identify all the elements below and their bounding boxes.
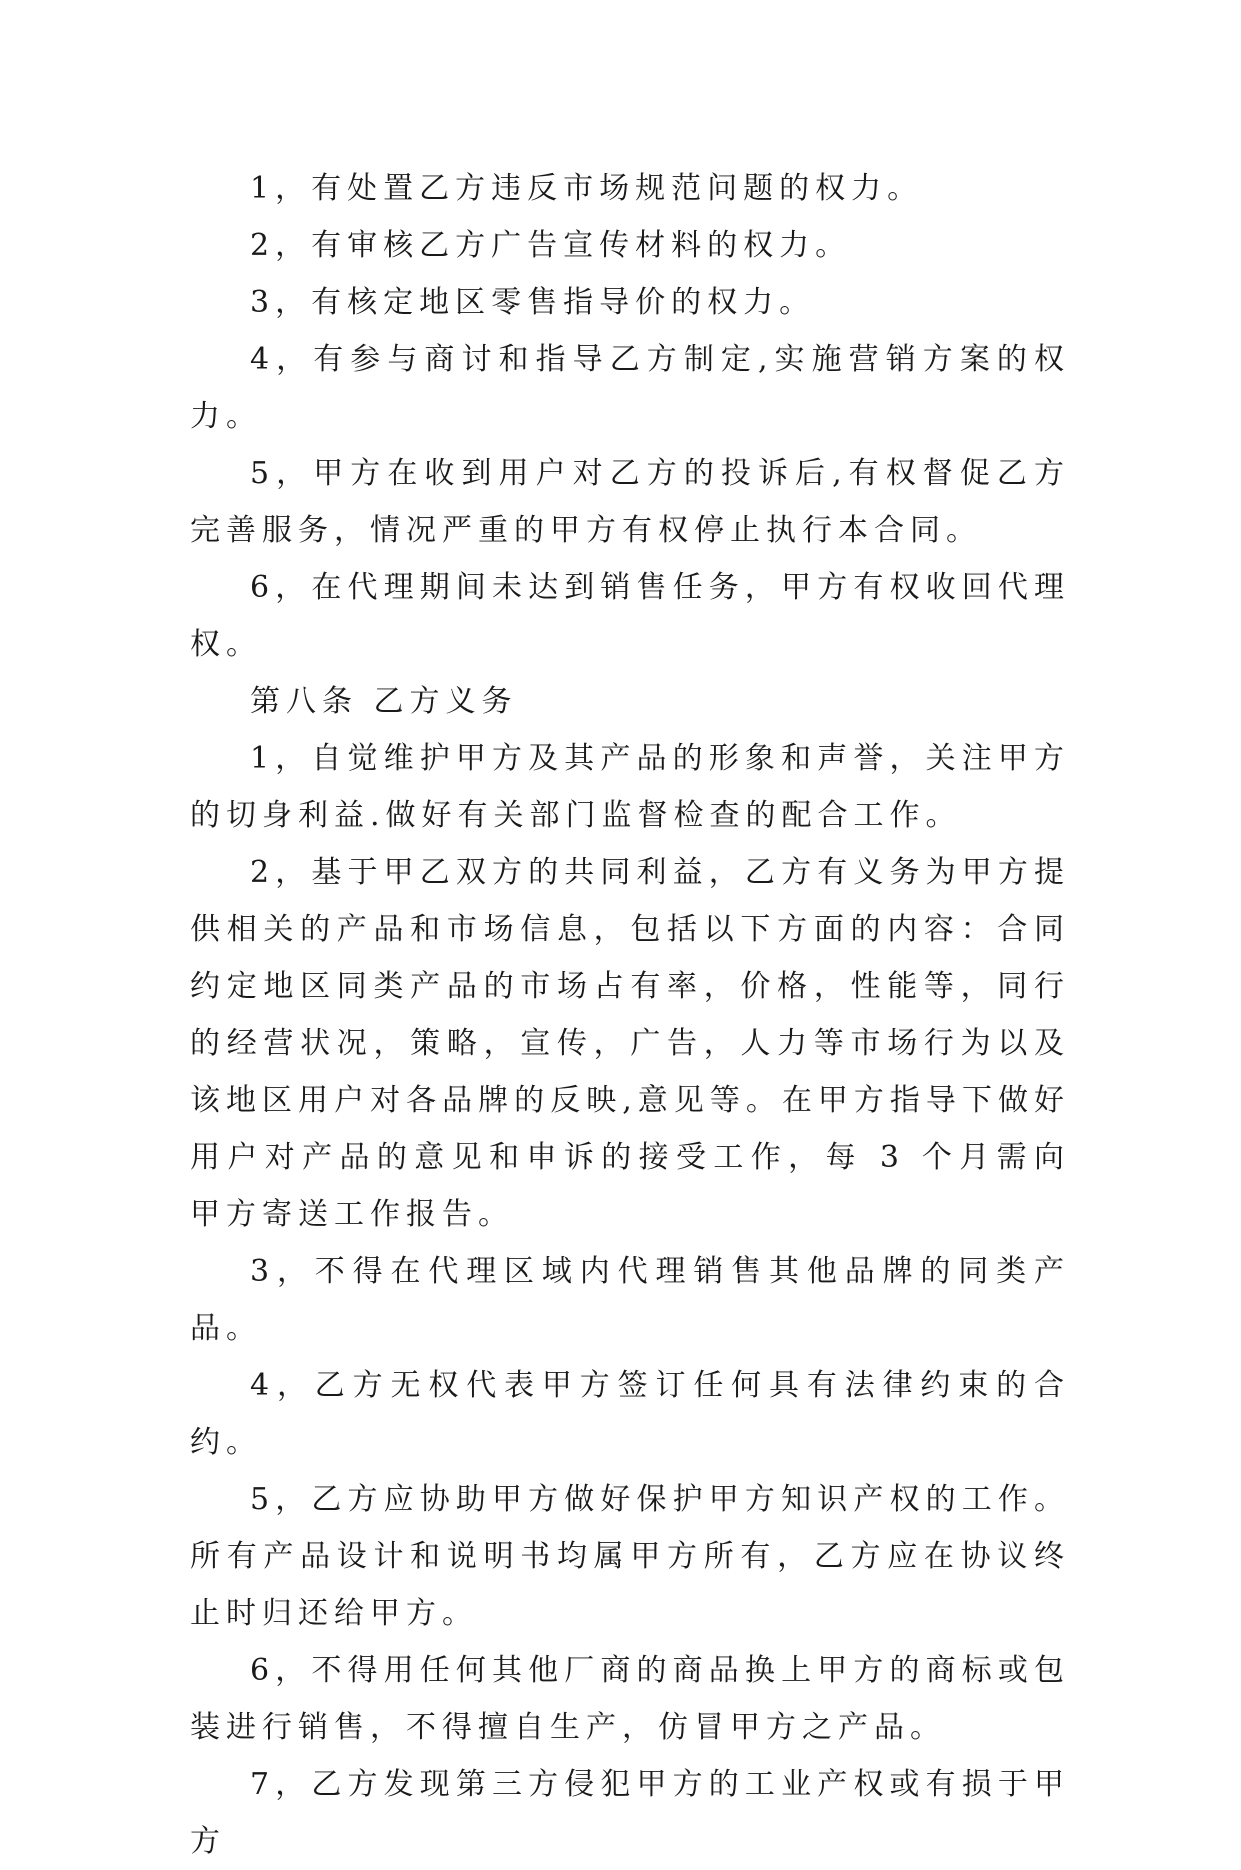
paragraph-right-2: 2，有审核乙方广告宣传材料的权力。 xyxy=(250,228,852,263)
paragraph-duty-5: 5，乙方应协助甲方做好保护甲方知识产权的工作。所有产品设计和说明书均属甲方所有，乙方应在协议终止时归还给甲方。 xyxy=(190,1482,1070,1631)
document-body xyxy=(190,160,1070,1870)
paragraph-right-1: 1，有处置乙方违反市场规范问题的权力。 xyxy=(250,171,924,206)
paragraph-duty-7: 7，乙方发现第三方侵犯甲方的工业产权或有损于甲方 xyxy=(190,1767,1070,1859)
paragraph-right-5: 5，甲方在收到用户对乙方的投诉后,有权督促乙方完善服务，情况严重的甲方有权停止执行本合同。 xyxy=(190,456,1070,548)
paragraph-duty-4: 4，乙方无权代表甲方签订任何具有法律约束的合约。 xyxy=(190,1368,1070,1460)
paragraph-duty-6: 6，不得用任何其他厂商的商品换上甲方的商标或包装进行销售，不得擅自生产，仿冒甲方之产品。 xyxy=(190,1653,1070,1745)
paragraph-right-6: 6，在代理期间未达到销售任务，甲方有权收回代理权。 xyxy=(190,570,1070,662)
paragraph-right-3: 3，有核定地区零售指导价的权力。 xyxy=(250,285,816,320)
section-heading-article-8: 第八条 乙方义务 xyxy=(250,684,518,719)
paragraph-duty-3: 3，不得在代理区域内代理销售其他品牌的同类产品。 xyxy=(190,1254,1070,1346)
paragraph-duty-1: 1，自觉维护甲方及其产品的形象和声誉，关注甲方的切身利益.做好有关部门监督检查的配合工作。 xyxy=(190,741,1070,833)
paragraph-right-4: 4，有参与商讨和指导乙方制定,实施营销方案的权力。 xyxy=(190,342,1070,434)
paragraph-duty-2: 2，基于甲乙双方的共同利益，乙方有义务为甲方提供相关的产品和市场信息，包括以下方面的内容：合同约定地区同类产品的市场占有率，价格，性能等，同行的经营状况，策略，宣传，广告，人力等市场行为以及该地区用户对各品牌的反映,意见等。在甲方指导下做好用户对产品的意见和申诉的接受工作，每 3 个月需向甲方寄送工作报告。 xyxy=(190,855,1070,1232)
